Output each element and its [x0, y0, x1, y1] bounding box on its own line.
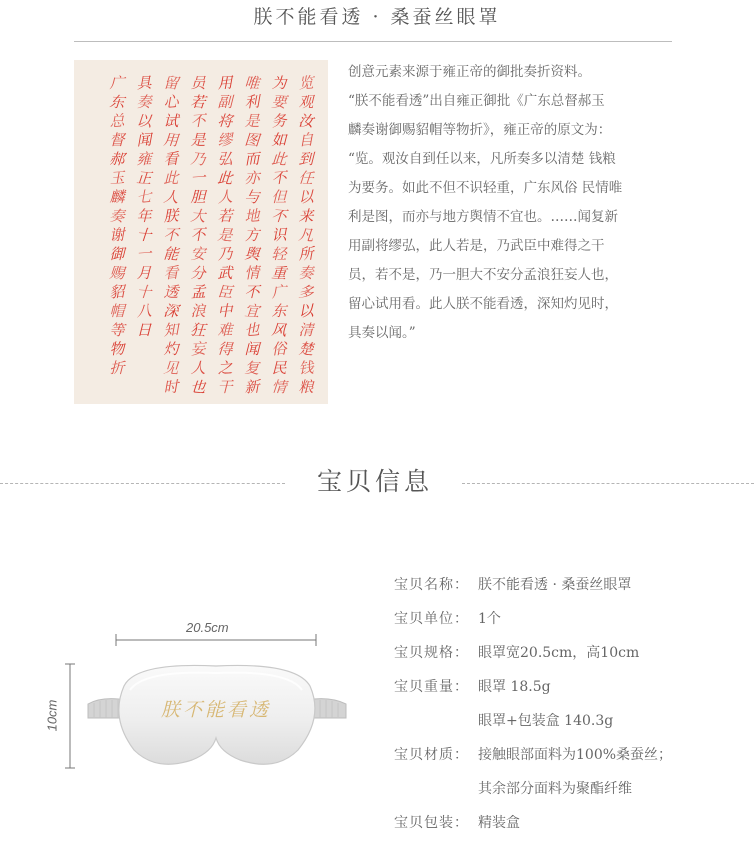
calligraphy-glyph: 得 [216, 339, 234, 359]
calligraphy-glyph: 郝 [108, 149, 126, 169]
calligraphy-glyph: 自 [297, 130, 315, 150]
detail-key: 宝贝材质： [394, 747, 469, 763]
calligraphy-glyph: 不 [244, 283, 260, 301]
calligraphy-glyph: 大 [189, 206, 207, 226]
calligraphy-glyph: 若 [217, 207, 233, 225]
calligraphy-glyph: 折 [109, 359, 125, 377]
calligraphy-glyph: 貂 [108, 282, 126, 302]
calligraphy-glyph: 到 [298, 150, 314, 168]
calligraphy-glyph: 闻 [135, 130, 153, 150]
intro-line-10: 具奏以闻。” [348, 325, 416, 341]
calligraphy-glyph: 不 [270, 168, 288, 188]
calligraphy-glyph: 如 [271, 131, 287, 149]
detail-row-package [394, 812, 734, 846]
calligraphy-glyph: 赐 [108, 263, 126, 283]
calligraphy-glyph: 宜 [243, 301, 261, 321]
calligraphy-glyph: 狂 [189, 320, 207, 340]
calligraphy-glyph: 识 [270, 225, 288, 245]
page-title: 朕不能看透 · 桑蚕丝眼罩 [253, 6, 501, 28]
calligraphy-glyph: 看 [162, 263, 180, 283]
calligraphy-glyph: 是 [190, 131, 206, 149]
calligraphy-glyph: 舆 [243, 244, 261, 264]
width-dimension-label: 20.5cm [186, 620, 229, 635]
intro-line-8: 员，若不是，乃一胆大不安分孟浪狂妄人也， [348, 267, 618, 283]
calligraphy-glyph: 要 [270, 92, 288, 112]
calligraphy-glyph: 时 [162, 377, 180, 397]
calligraphy-glyph: 臣 [216, 282, 234, 302]
eye-mask-product-image [40, 600, 360, 790]
calligraphy-glyph: 不 [270, 206, 288, 226]
calligraphy-glyph: 览 [297, 73, 315, 93]
calligraphy-glyph: 正 [135, 168, 153, 188]
calligraphy-glyph: 此 [270, 149, 288, 169]
calligraphy-glyph: 多 [297, 282, 315, 302]
detail-value: 1个 [478, 611, 501, 627]
intro-line-9: 留心试用看。此人朕不能看透，深知灼见时， [348, 296, 618, 312]
calligraphy-glyph: 乃 [216, 244, 234, 264]
calligraphy-glyph: 深 [162, 301, 180, 321]
detail-value: 其余部分面料为聚酯纤维 [478, 781, 632, 797]
calligraphy-glyph: 十 [135, 225, 153, 245]
calligraphy-glyph: 干 [217, 378, 233, 396]
calligraphy-glyph: 任 [297, 168, 315, 188]
calligraphy-glyph: 广 [109, 74, 125, 92]
calligraphy-glyph: 为 [271, 74, 287, 92]
detail-key: 宝贝重量： [394, 679, 469, 695]
detail-value: 眼罩宽20.5cm，高10cm [478, 645, 640, 661]
calligraphy-glyph: 乃 [189, 149, 207, 169]
calligraphy-glyph: 此 [216, 168, 234, 188]
calligraphy-glyph: 帽 [109, 302, 125, 320]
calligraphy-glyph: 轻 [271, 245, 287, 263]
calligraphy-glyph: 新 [243, 377, 261, 397]
calligraphy-glyph: 人 [190, 359, 206, 377]
calligraphy-glyph: 奏 [108, 206, 126, 226]
calligraphy-glyph: 此 [163, 169, 179, 187]
calligraphy-glyph: 所 [297, 244, 315, 264]
calligraphy-glyph: 亦 [244, 169, 260, 187]
detail-row-name [394, 574, 734, 608]
detail-key: 宝贝单位： [394, 611, 469, 627]
intro-line-1: 创意元素来源于雍正帝的御批奏折资料。 [348, 64, 591, 80]
calligraphy-glyph: 用 [162, 130, 180, 150]
calligraphy-glyph: 图 [243, 130, 261, 150]
calligraphy-glyph: 不 [189, 225, 207, 245]
detail-row-material [394, 744, 734, 778]
calligraphy-glyph: 弘 [217, 150, 233, 168]
calligraphy-glyph: 十 [135, 282, 153, 302]
calligraphy-glyph: 重 [270, 263, 288, 283]
calligraphy-glyph: 灼 [163, 340, 179, 358]
calligraphy-glyph: 月 [136, 264, 152, 282]
calligraphy-letter-image [74, 60, 328, 404]
calligraphy-glyph: 胆 [190, 188, 206, 206]
calligraphy-glyph: 难 [217, 321, 233, 339]
calligraphy-glyph: 是 [244, 112, 260, 130]
mask-embroidery-text: 朕不能看透 [160, 699, 272, 721]
calligraphy-glyph: 麟 [109, 188, 125, 206]
intro-line-5: 为要务。如此不但不识轻重，广东风俗 民情唯 [348, 180, 623, 196]
calligraphy-glyph: 情 [270, 377, 288, 397]
calligraphy-glyph: 俗 [270, 339, 288, 359]
calligraphy-glyph: 等 [108, 320, 126, 340]
section-title: 宝贝信息 [316, 467, 433, 496]
calligraphy-glyph: 利 [243, 92, 261, 112]
intro-line-6: 利是图，而亦与地方舆情不宜也。……闻复新 [348, 209, 618, 225]
calligraphy-glyph: 透 [163, 283, 179, 301]
calligraphy-glyph: 汝 [297, 111, 315, 131]
calligraphy-glyph: 日 [136, 321, 152, 339]
intro-line-2: “朕不能看透”出自雍正御批《广东总督郝玉 [348, 93, 605, 109]
calligraphy-glyph: 将 [216, 111, 234, 131]
calligraphy-glyph: 来 [298, 207, 314, 225]
calligraphy-glyph: 分 [189, 263, 207, 283]
calligraphy-glyph: 谢 [108, 225, 126, 245]
calligraphy-glyph: 务 [270, 111, 288, 131]
calligraphy-glyph: 闻 [244, 340, 260, 358]
section-divider-left [0, 483, 285, 484]
detail-value: 精装盒 [478, 815, 520, 831]
calligraphy-glyph: 七 [135, 187, 153, 207]
calligraphy-glyph: 总 [108, 111, 126, 131]
detail-value: 眼罩 18.5g [478, 679, 551, 695]
calligraphy-glyph: 以 [297, 301, 315, 321]
detail-row-weight-cont [394, 710, 734, 744]
detail-key: 宝贝名称： [394, 577, 469, 593]
calligraphy-glyph: 一 [189, 168, 207, 188]
intro-line-3: 麟奏谢御赐貂帽等物折》，雍正帝的原文为： [348, 122, 612, 138]
intro-line-7: 用副将缪弘，此人若是，乃武臣中难得之干 [348, 238, 605, 254]
calligraphy-glyph: 之 [216, 358, 234, 378]
calligraphy-glyph: 以 [297, 187, 315, 207]
calligraphy-glyph: 一 [135, 244, 153, 264]
calligraphy-glyph: 唯 [243, 73, 261, 93]
calligraphy-glyph: 而 [243, 149, 261, 169]
calligraphy-glyph: 督 [109, 131, 125, 149]
calligraphy-glyph: 清 [298, 321, 314, 339]
calligraphy-glyph: 年 [136, 207, 152, 225]
calligraphy-glyph: 钱 [297, 358, 315, 378]
calligraphy-glyph: 广 [270, 282, 288, 302]
calligraphy-glyph: 凡 [297, 225, 315, 245]
calligraphy-glyph: 风 [270, 320, 288, 340]
detail-row-material-cont [394, 778, 734, 812]
section-divider-right [462, 483, 754, 484]
calligraphy-glyph: 心 [162, 92, 180, 112]
height-dimension-label: 10cm [44, 699, 60, 732]
calligraphy-glyph: 八 [135, 301, 153, 321]
detail-row-spec [394, 642, 734, 676]
calligraphy-glyph: 东 [271, 302, 287, 320]
calligraphy-glyph: 缪 [216, 130, 234, 150]
calligraphy-glyph: 玉 [108, 168, 126, 188]
detail-row-weight [394, 676, 734, 710]
calligraphy-glyph: 安 [190, 245, 206, 263]
calligraphy-glyph: 人 [216, 187, 234, 207]
calligraphy-glyph: 用 [216, 73, 234, 93]
calligraphy-glyph: 试 [163, 112, 179, 130]
calligraphy-glyph: 孟 [189, 282, 207, 302]
calligraphy-glyph: 浪 [190, 302, 206, 320]
calligraphy-glyph: 见 [162, 358, 180, 378]
calligraphy-glyph: 若 [189, 92, 207, 112]
calligraphy-glyph: 复 [243, 358, 261, 378]
detail-value: 朕不能看透 · 桑蚕丝眼罩 [478, 577, 632, 593]
calligraphy-glyph: 妄 [189, 339, 207, 359]
calligraphy-glyph: 以 [135, 111, 153, 131]
calligraphy-glyph: 武 [217, 264, 233, 282]
calligraphy-glyph: 能 [162, 244, 180, 264]
calligraphy-glyph: 奏 [136, 93, 152, 111]
calligraphy-glyph: 民 [271, 359, 287, 377]
calligraphy-glyph: 御 [109, 245, 125, 263]
calligraphy-glyph: 粮 [298, 378, 314, 396]
calligraphy-glyph: 观 [298, 93, 314, 111]
calligraphy-glyph: 不 [189, 111, 207, 131]
calligraphy-glyph: 也 [189, 377, 207, 397]
calligraphy-glyph: 但 [271, 188, 287, 206]
calligraphy-glyph: 与 [243, 187, 261, 207]
calligraphy-glyph: 方 [244, 226, 260, 244]
calligraphy-glyph: 朕 [162, 206, 180, 226]
detail-value: 眼罩+包装盒 140.3g [478, 713, 614, 729]
calligraphy-glyph: 知 [162, 320, 180, 340]
calligraphy-glyph: 员 [190, 74, 206, 92]
calligraphy-glyph: 楚 [297, 339, 315, 359]
calligraphy-glyph: 也 [243, 320, 261, 340]
detail-value: 接触眼部面料为100%桑蚕丝； [478, 747, 673, 763]
calligraphy-glyph: 是 [216, 225, 234, 245]
calligraphy-glyph: 具 [135, 73, 153, 93]
intro-description [348, 58, 678, 348]
calligraphy-glyph: 人 [162, 187, 180, 207]
calligraphy-glyph: 留 [162, 73, 180, 93]
calligraphy-letter-art [74, 60, 328, 404]
calligraphy-glyph: 情 [243, 263, 261, 283]
intro-line-4: “览。观汝自到任以来，凡所奏多以清楚 钱粮 [348, 151, 616, 167]
calligraphy-glyph: 地 [243, 206, 261, 226]
calligraphy-glyph: 中 [216, 301, 234, 321]
calligraphy-glyph: 看 [162, 149, 180, 169]
calligraphy-glyph: 奏 [298, 264, 314, 282]
calligraphy-glyph: 不 [163, 226, 179, 244]
calligraphy-glyph: 东 [108, 92, 126, 112]
detail-key: 宝贝规格： [394, 645, 469, 661]
calligraphy-glyph: 雍 [136, 150, 152, 168]
detail-key: 宝贝包装： [394, 815, 469, 831]
title-divider [74, 41, 672, 42]
product-details [394, 574, 734, 846]
calligraphy-glyph: 副 [217, 93, 233, 111]
detail-row-unit [394, 608, 734, 642]
calligraphy-glyph: 物 [108, 339, 126, 359]
